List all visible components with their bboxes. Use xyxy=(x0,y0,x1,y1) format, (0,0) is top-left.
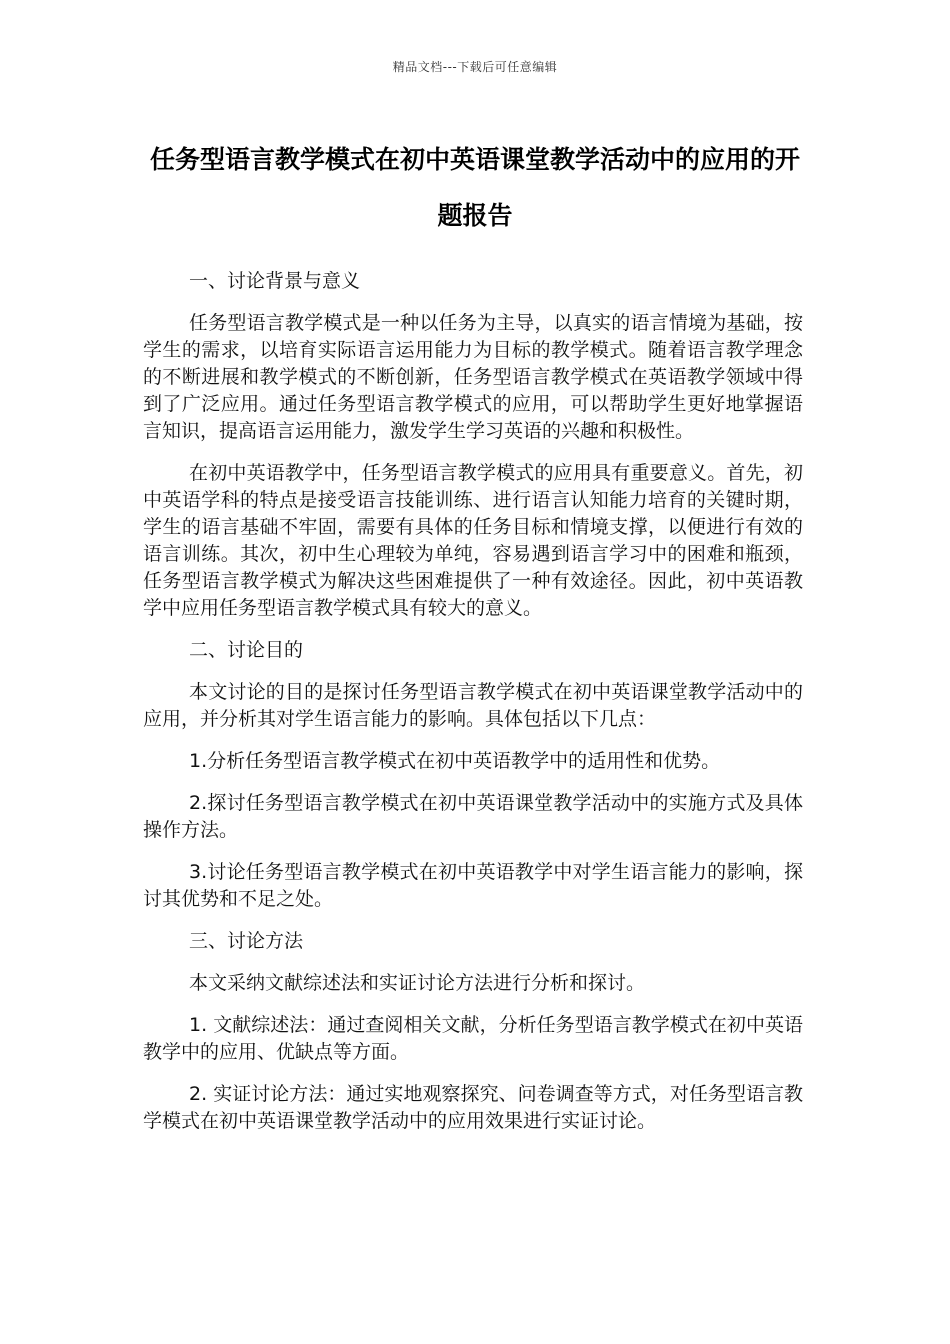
list-item: 1.分析任务型语言教学模式在初中英语教学中的适用性和优势。 xyxy=(189,750,721,772)
section-heading-method: 三、讨论方法 xyxy=(189,930,304,952)
section-heading-purpose: 二、讨论目的 xyxy=(189,639,304,661)
header-note: 精品文档---下载后可任意编辑 xyxy=(392,60,558,74)
list-item: 2. 实证讨论方法：通过实地观察探究、问卷调查等方式，对任务型语言教学模式在初中英语课堂教学活动中的应用效果进行实证讨论。 xyxy=(143,1083,803,1132)
document-title: 任务型语言教学模式在初中英语课堂教学活动中的应用的开题报告 xyxy=(149,145,800,230)
paragraph: 任务型语言教学模式是一种以任务为主导，以真实的语言情境为基础，按学生的需求，以培育实际语言运用能力为目标的教学模式。随着语言教学理念的不断进展和教学模式的不断创新，任务型语言教学模式在英语教学领域中得到了广泛应用。通过任务型语言教学模式的应用，可以帮助学生更好地掌握语言知识，提高语言运用能力，激发学生学习英语的兴趣和积极性。 xyxy=(143,312,803,442)
list-item: 1. 文献综述法：通过查阅相关文献，分析任务型语言教学模式在初中英语教学中的应用、优缺点等方面。 xyxy=(143,1014,803,1063)
list-item: 2.探讨任务型语言教学模式在初中英语课堂教学活动中的实施方式及具体操作方法。 xyxy=(143,792,803,841)
document-body xyxy=(143,268,803,1150)
paragraph: 在初中英语教学中，任务型语言教学模式的应用具有重要意义。首先，初中英语学科的特点是接受语言技能训练、进行语言认知能力培育的关键时期，学生的语言基础不牢固，需要有具体的任务目标和情境支撑，以便进行有效的语言训练。其次，初中生心理较为单纯，容易遇到语言学习中的困难和瓶颈，任务型语言教学模式为解决这些困难提供了一种有效途径。因此，初中英语教学中应用任务型语言教学模式具有较大的意义。 xyxy=(143,462,803,619)
section-heading-background: 一、讨论背景与意义 xyxy=(189,270,361,292)
paragraph: 本文采纳文献综述法和实证讨论方法进行分析和探讨。 xyxy=(189,972,646,994)
list-item: 3.讨论任务型语言教学模式在初中英语教学中对学生语言能力的影响，探讨其优势和不足之处。 xyxy=(143,861,803,910)
paragraph: 本文讨论的目的是探讨任务型语言教学模式在初中英语课堂教学活动中的应用，并分析其对学生语言能力的影响。具体包括以下几点： xyxy=(143,681,803,730)
